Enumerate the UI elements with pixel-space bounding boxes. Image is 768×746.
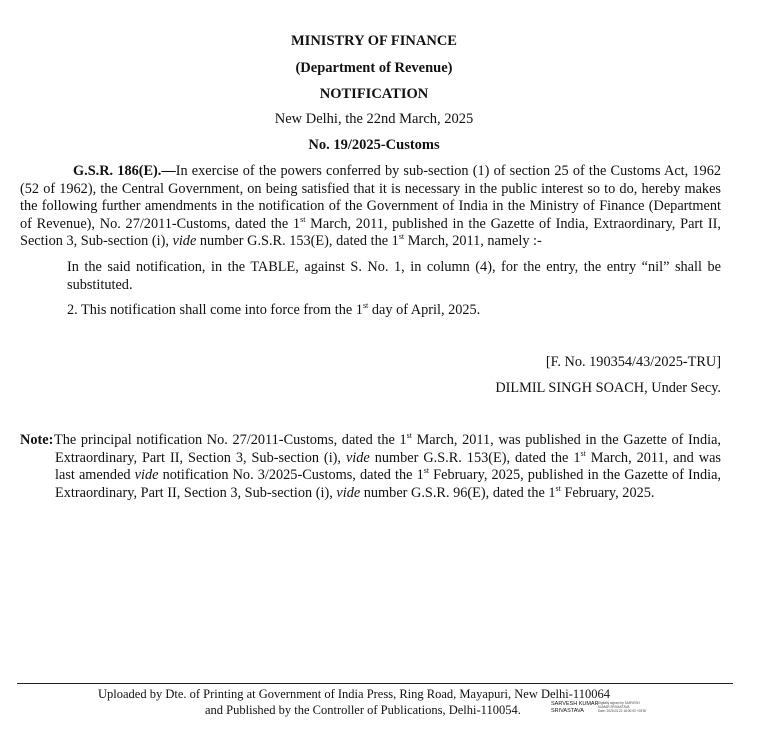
ministry-title: MINISTRY OF FINANCE [291,33,457,49]
place-date: New Delhi, the 22nd March, 2025 [274,111,474,127]
department-title: (Department of Revenue) [295,60,453,76]
note-label: Note: [20,432,54,448]
paragraph-commencement: 2. This notification shall come into force from the 1st day of April, 2025. [67,301,481,318]
signatory: DILMIL SINGH SOACH, Under Secy. [495,380,721,396]
digital-signature: SARVESH KUMAR SRIVASTAVA Digitally signed by SARVESH KUMAR SRIVASTAVA Date: 2025.03.22 18:00:00 +05'30' [551,701,647,714]
footer-divider [17,683,733,684]
paragraph-amendment: In the said notification, in the TABLE, against S. No. 1, in column (4), for the entry, the entry “nil” shall be substituted. [67,259,721,293]
file-number: [F. No. 190354/43/2025-TRU] [545,354,721,370]
notification-title: NOTIFICATION [319,86,429,102]
footer-line-1: Uploaded by Dte. of Printing at Government of India Press, Ring Road, Mayapuri, New Delhi-110064 [98,687,610,701]
paragraph-main: G.S.R. 186(E).—In exercise of the powers conferred by sub-section (1) of section 25 of the Customs Act, 1962 (52 of 1962), the Central Government, on being satisfied that it is necessary in the public interest so to do, hereby makes the following further amendments in the notification of the Government of India in the Ministry of Finance (Department of Revenue), No. 27/2011-Customs, dated the 1st March, 2011, published in the Gazette of India, Extraordinary, Part II, Section 3, Sub-section (i), vide number G.S.R. 153(E), dated the 1st March, 2011, namely :- [20,163,721,249]
gsr-number: G.S.R. 186(E).— [73,163,176,179]
footer-line-2: and Published by the Controller of Publications, Delhi-110054. [205,703,521,717]
notification-number: No. 19/2025-Customs [308,137,440,153]
note-text: The principal notification No. 27/2011-Customs, dated the 1st March, 2011, was published in the Gazette of India, Extraordinary, Part II, Section 3, Sub-section (i), vide number G.S.R. 153(E), dated the 1st March, 2011, and was last amended vide notification No. 3/2025-Customs, dated the 1st February, 2025, published in the Gazette of India, Extraordinary, Part II, Section 3, Sub-section (i), vide number G.S.R. 96(E), dated the 1st February, 2025. [54,431,722,501]
